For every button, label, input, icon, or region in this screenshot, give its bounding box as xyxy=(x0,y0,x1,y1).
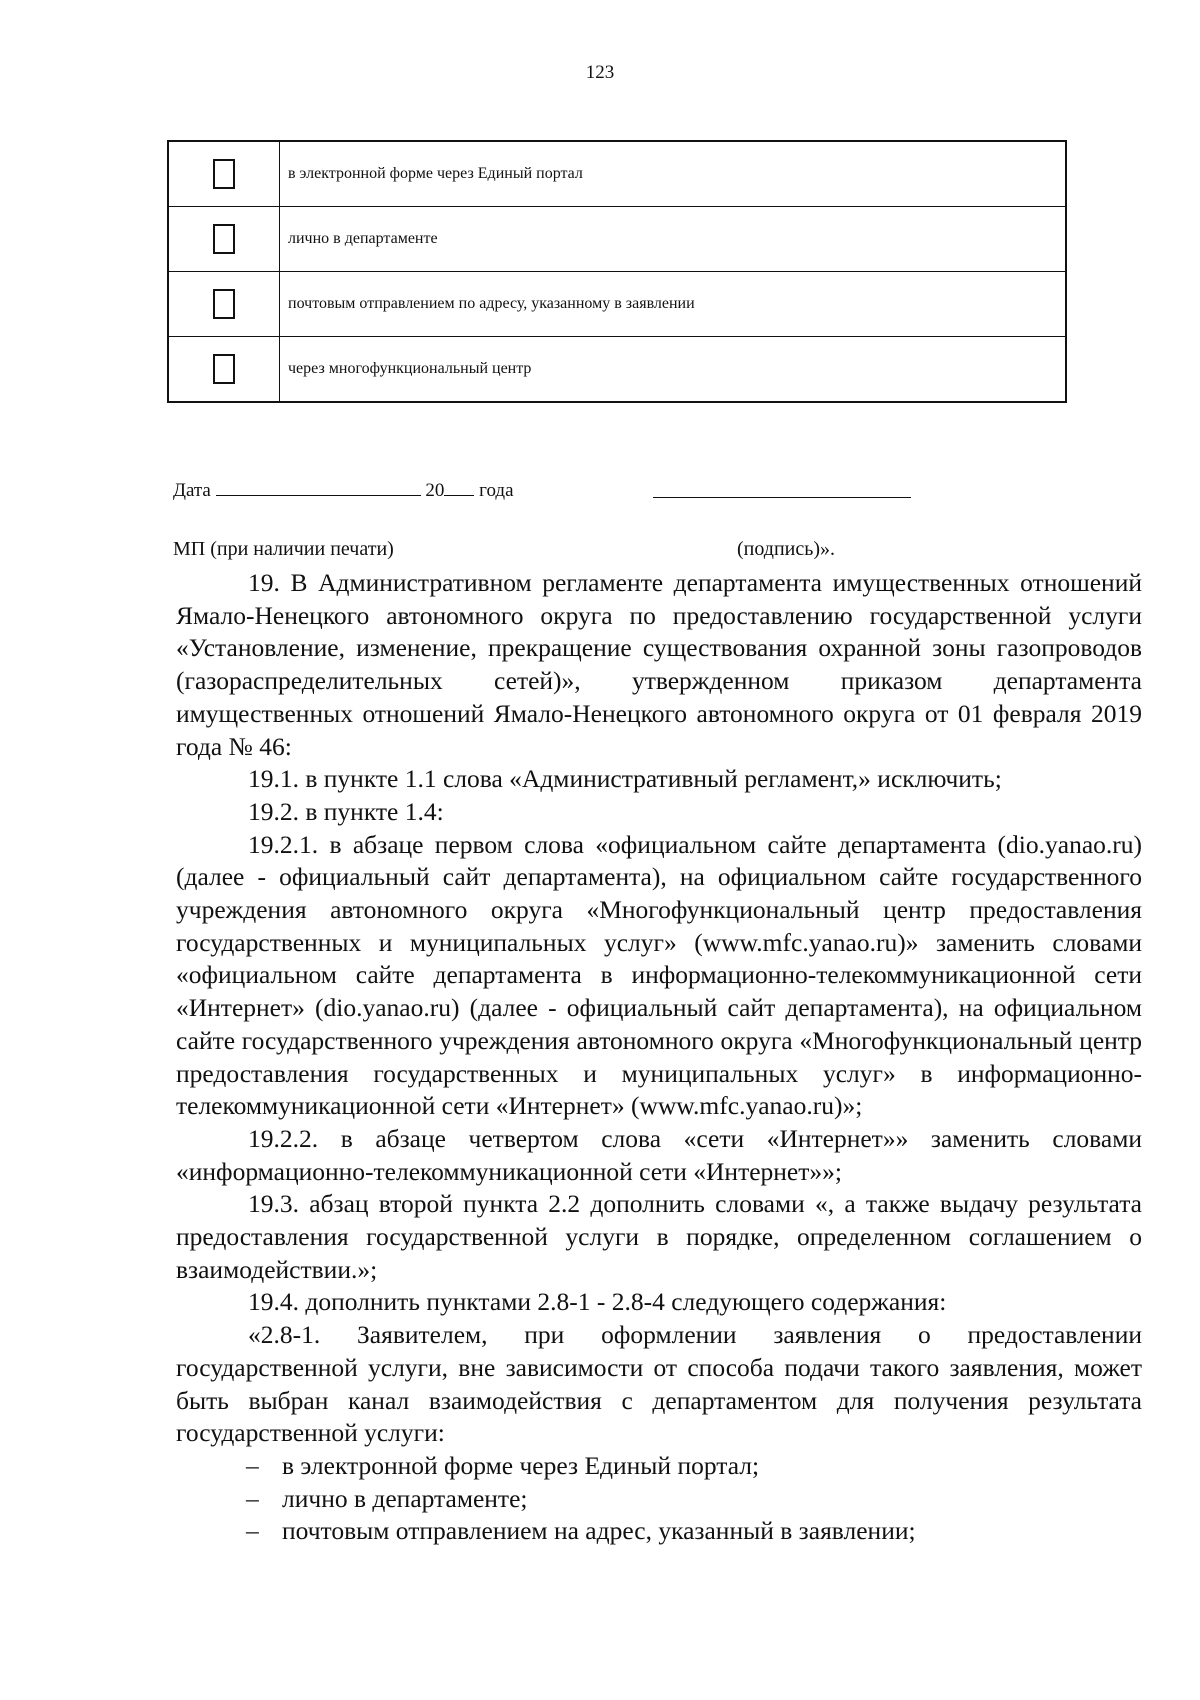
table-row xyxy=(168,207,1066,272)
list-dash: – xyxy=(246,1450,259,1480)
list-dash: – xyxy=(246,1483,259,1513)
option-label-mail: почтовым отправлением по адресу, указанному в заявлении xyxy=(280,272,1067,337)
delivery-channel-list xyxy=(176,1450,1142,1548)
stamp-note: МП (при наличии печати) xyxy=(173,538,394,560)
year-suffix: года xyxy=(479,480,514,501)
paragraph-19: 19. В Административном регламенте департамента имущественных отношений Ямало-Ненецкого автономного округа по предоставлению государственной услуги «Установление, изменение, прекращение существования охранной зоны газопроводов (газораспределительных сетей)», утвержденном приказом департамента имущественных отношений Ямало-Ненецкого автономного округа от 01 февраля 2019 года № 46: xyxy=(176,568,1142,761)
paragraph-19-4: 19.4. дополнить пунктами 2.8-1 - 2.8-4 следующего содержания: xyxy=(248,1287,947,1317)
signature-caption: (подпись)». xyxy=(737,538,836,560)
list-item: – лично в департаменте; xyxy=(282,1483,1142,1516)
table-row xyxy=(168,141,1066,207)
option-checkbox-mfc[interactable] xyxy=(213,354,235,384)
option-label-mfc: через многофункциональный центр xyxy=(280,337,1067,403)
paragraph-19-2: 19.2. в пункте 1.4: xyxy=(248,796,444,826)
date-blank[interactable] xyxy=(216,494,421,496)
amendment-text xyxy=(176,567,1142,1548)
paragraph-19-3: 19.3. абзац второй пункта 2.2 дополнить словами «, а также выдачу результата предоставления государственной услуги в порядке, определенном соглашением о взаимодействии.»; xyxy=(176,1189,1142,1284)
option-checkbox-portal[interactable] xyxy=(213,159,235,189)
paragraph-19-2-2: 19.2.2. в абзаце четвертом слова «сети «Интернет»» заменить словами «информационно-телекоммуникационной сети «Интернет»»; xyxy=(176,1123,1142,1186)
date-label: Дата xyxy=(173,480,211,501)
paragraph-19-2-1: 19.2.1. в абзаце первом слова «официальном сайте департамента (dio.yanao.ru) (далее - официальный сайт департамента), на официальном сайте государственного учреждения автономного округа «Многофункциональный центр предоставления государственных и муниципальных услуг» (www.mfc.yanao.ru)» заменить словами «официальном сайте департамента в информационно-телекоммуникационной сети «Интернет» (dio.yanao.ru) (далее - официальный сайт департамента), на официальном сайте государственного учреждения автономного округа «Многофункциональный центр предоставления государственных и муниципальных услуг» в информационно-телекоммуникационной сети «Интернет» (www.mfc.yanao.ru)»; xyxy=(176,829,1142,1121)
signature-blank[interactable] xyxy=(653,497,911,498)
paragraph-19-1: 19.1. в пункте 1.1 слова «Административный регламент,» исключить; xyxy=(248,764,1002,794)
table-row xyxy=(168,337,1066,403)
list-item: – в электронной форме через Единый портал; xyxy=(282,1450,1142,1483)
delivery-options-table xyxy=(167,140,1067,403)
list-dash: – xyxy=(246,1516,259,1546)
option-checkbox-mail[interactable] xyxy=(213,289,235,319)
year-prefix: 20 xyxy=(425,480,445,501)
option-label-in-person: лично в департаменте xyxy=(280,207,1067,272)
page-number: 123 xyxy=(585,62,615,83)
option-checkbox-in-person[interactable] xyxy=(213,224,235,254)
paragraph-2-8-1: «2.8-1. Заявителем, при оформлении заявления о предоставлении государственной услуги, вне зависимости от способа подачи такого заявления, может быть выбран канал взаимодействия с департаментом для получения результата государственной услуги: xyxy=(176,1320,1142,1448)
option-label-portal: в электронной форме через Единый портал xyxy=(280,141,1067,207)
table-row xyxy=(168,272,1066,337)
date-line xyxy=(173,480,514,502)
year-blank[interactable] xyxy=(444,494,474,496)
list-item: – почтовым отправлением на адрес, указанный в заявлении; xyxy=(282,1515,1142,1548)
